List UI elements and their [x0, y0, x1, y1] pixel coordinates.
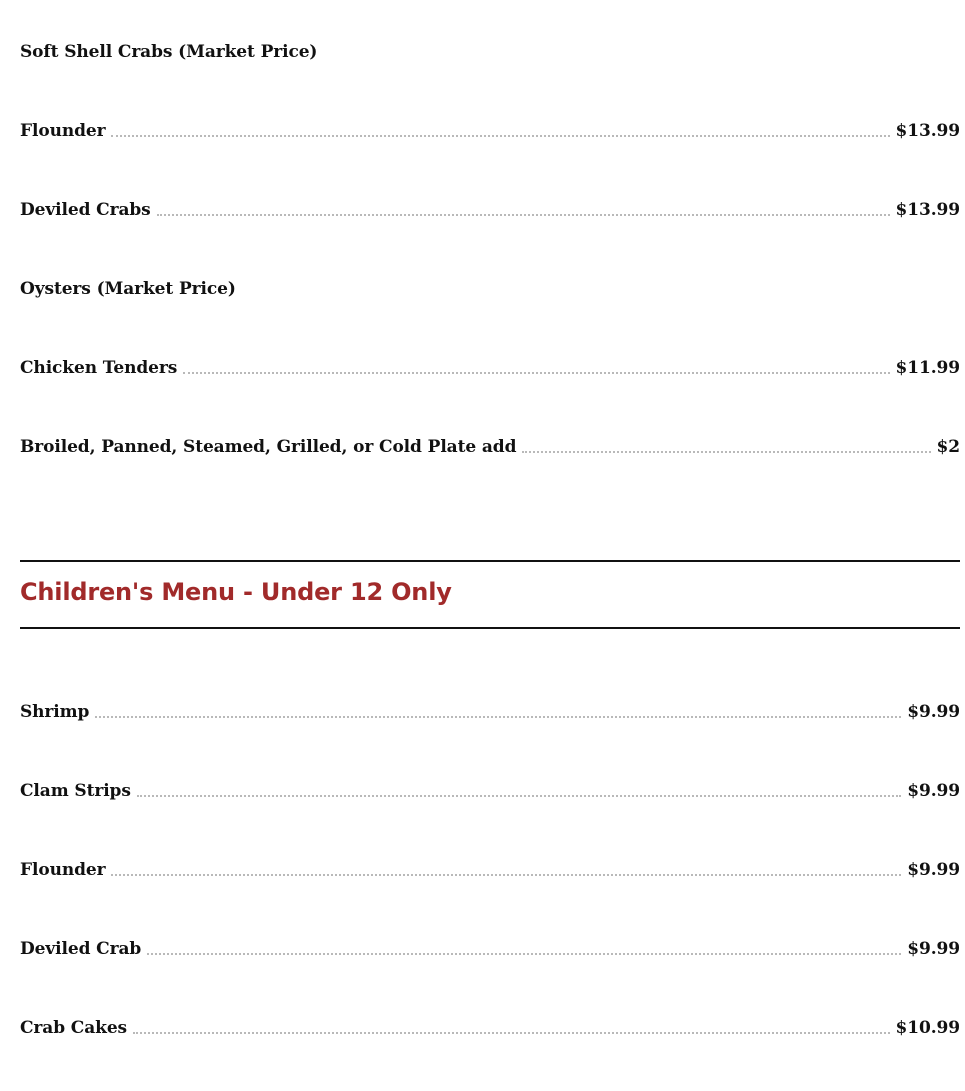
menu-item-price: $13.99: [895, 121, 960, 141]
menu-item-name: Broiled, Panned, Steamed, Grilled, or Cold Plate add: [20, 437, 517, 457]
menu-item-name: Flounder: [20, 860, 106, 880]
menu-item-name: Oysters (Market Price): [20, 279, 236, 299]
section-heading: Children's Menu - Under 12 Only: [20, 578, 452, 606]
menu-item: [20, 354, 960, 378]
dotted-leader: [133, 1032, 890, 1034]
menu-item-name: Soft Shell Crabs (Market Price): [20, 42, 318, 62]
dotted-leader: [95, 716, 901, 718]
menu-item-price: $13.99: [895, 200, 960, 220]
dotted-leader: [111, 874, 901, 876]
menu-item-name: Chicken Tenders: [20, 358, 178, 378]
section-divider-top: [20, 560, 960, 562]
menu-item-price: $9.99: [907, 702, 960, 722]
menu-item: [20, 935, 960, 959]
menu-item-name: Clam Strips: [20, 781, 131, 801]
menu-item: [20, 117, 960, 141]
menu-item-price: $10.99: [895, 1018, 960, 1038]
menu-item: [20, 196, 960, 220]
menu-item: [20, 275, 960, 299]
menu-item: [20, 38, 960, 62]
dotted-leader: [137, 795, 901, 797]
menu-item-name: Crab Cakes: [20, 1018, 128, 1038]
dotted-leader: [522, 451, 930, 453]
menu-item: [20, 433, 960, 457]
menu-item: [20, 777, 960, 801]
dotted-leader: [111, 135, 889, 137]
menu-item-price: $11.99: [895, 358, 960, 378]
menu-item: [20, 698, 960, 722]
menu-item-name: Deviled Crab: [20, 939, 142, 959]
menu-item-name: Shrimp: [20, 702, 90, 722]
dotted-leader: [183, 372, 889, 374]
menu-item-price: $9.99: [907, 939, 960, 959]
menu-item-name: Flounder: [20, 121, 106, 141]
section-divider-bottom: [20, 627, 960, 629]
menu-item: [20, 1014, 960, 1038]
menu-item-price: $9.99: [907, 781, 960, 801]
menu-item-price: $2: [936, 437, 960, 457]
menu-item-price: $9.99: [907, 860, 960, 880]
dotted-leader: [157, 214, 890, 216]
menu-item: [20, 856, 960, 880]
menu-item-name: Deviled Crabs: [20, 200, 151, 220]
dotted-leader: [147, 953, 901, 955]
